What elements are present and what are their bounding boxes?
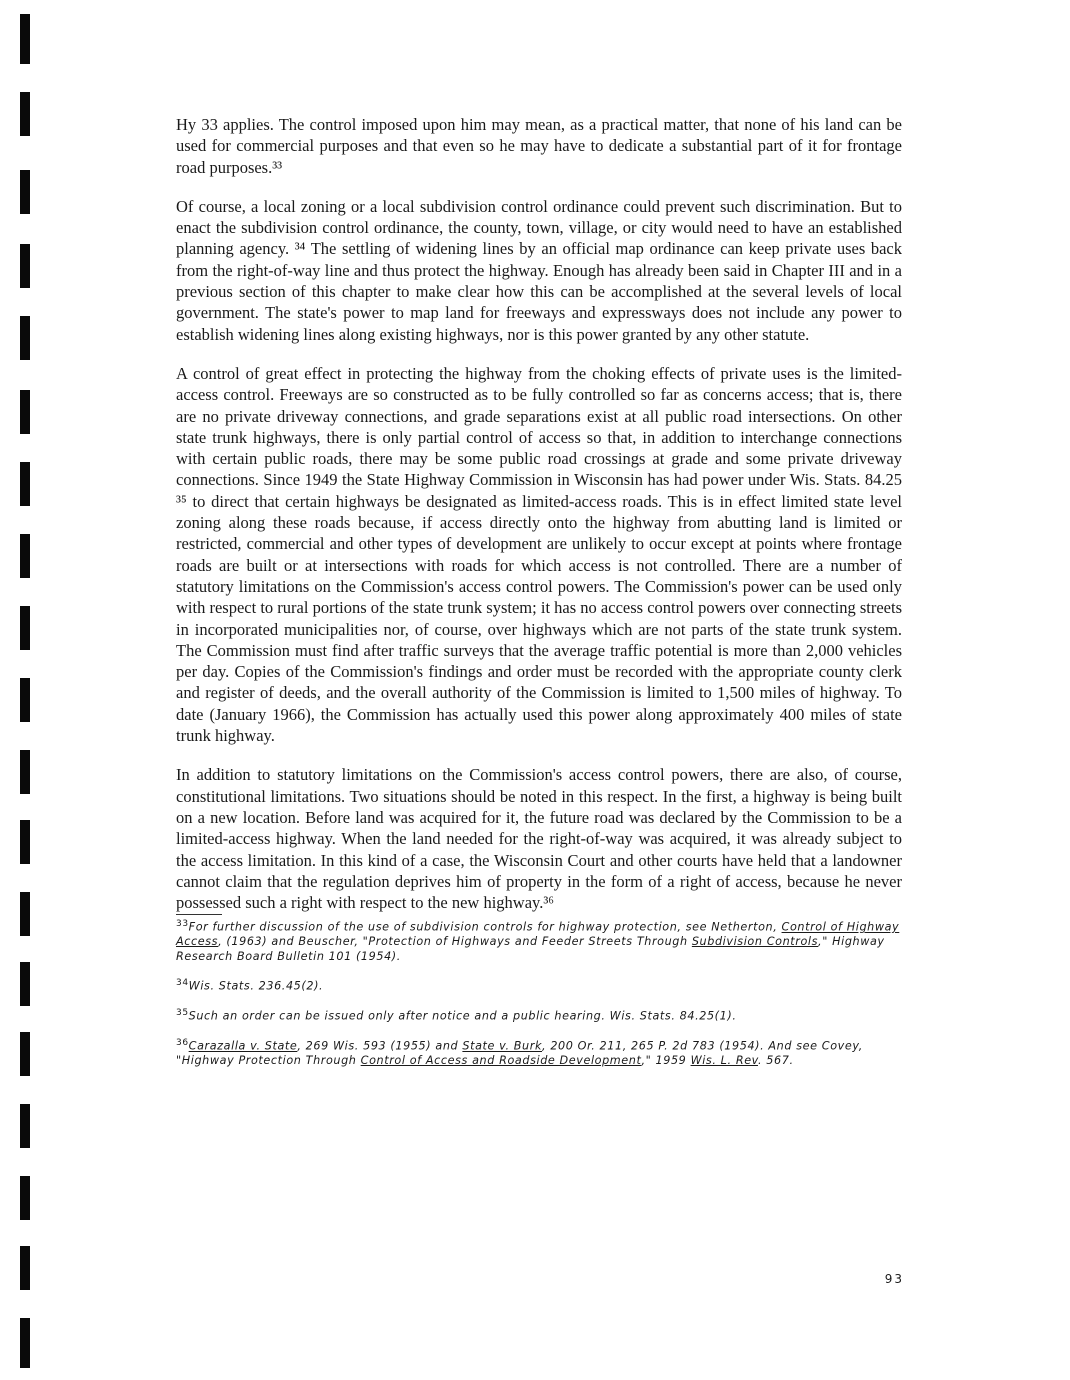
case-citation: State v. Burk — [462, 1039, 543, 1053]
footnote-number: 36 — [176, 1038, 189, 1049]
binding-mark — [20, 678, 30, 722]
citation-title: Subdivision Controls — [691, 935, 819, 949]
paragraph-2: Of course, a local zoning or a local subdivision control ordinance could prevent such discrimination. But to enact the subdivision control ordinance, the county, town, village, or city would need to have an established planning agency. ³⁴ The settling of widening lines by an official map ordinance can keep private uses back from the right-of-way line and thus protect the highway. Enough has already been said in Chapter III and in a previous section of this chapter to make clear how this can be accomplished at the several levels of local government. The state's power to map land for freeways and expressways does not include any power to establish widening lines along existing highways, nor is this power granted by any other statute. — [176, 196, 902, 344]
binding-mark — [20, 390, 30, 434]
footnote-number: 33 — [176, 919, 189, 930]
binding-mark — [20, 962, 30, 1006]
paragraph-4: In addition to statutory limitations on the Commission's access control powers, there are also, of course, constitutional limitations. Two situations should be noted in this respect. In the first, a highway is being built on a new location. Before land was acquired for it, the future road was declared by the Commission to be a limited-access highway. When the land needed for the right-of-way was acquired, it was already subject to the access limitation. In this kind of a case, the Wisconsin Court and other courts have held that a landowner cannot claim that the regulation deprives him of property in the form of a right of access, because he never possessed such a right with respect to the new highway.³⁶ — [176, 765, 902, 913]
binding-mark — [20, 14, 30, 64]
binding-mark — [20, 750, 30, 794]
binding-mark — [20, 462, 30, 506]
binding-mark — [20, 1032, 30, 1076]
binding-mark — [20, 820, 30, 864]
body-text — [176, 114, 902, 1080]
paragraph-1: Hy 33 applies. The control imposed upon him may mean, as a practical matter, that none of his land can be used for commercial purposes and that even so he may have to dedicate a substantial part of it for frontage road purposes.³³ — [176, 115, 902, 177]
binding-mark — [20, 170, 30, 214]
citation-title: Control of Highway Access — [176, 921, 900, 949]
paragraph-3: A control of great effect in protecting the highway from the choking effects of private uses is the limited-access control. Freeways are so constructed as to be fully controlled so far as concerns access; that is, there are no private driveway connections, and grade separations exist at all public road intersections. On other state trunk highways, there is only partial control of access so that, in addition to interchange connections with certain public roads, there may be some public road crossings at grade and some private driveway connections. Since 1949 the State Highway Commission in Wisconsin has had power under Wis. Stats. 84.25 ³⁵ to direct that certain highways be designated as limited-access roads. This is in effect limited state level zoning along these roads because, if access directly onto the highway from abutting land is limited or restricted, commercial and other types of development are unlikely to occur except at points where frontage roads are built or at intersections with roads for which access is not controlled. There are a number of statutory limitations on the Commission's access control powers. The Commission's power can be used only with respect to rural portions of the state trunk system; it has no access control powers over connecting streets in incorporated municipalities nor, of course, over highways which are not parts of the state trunk system. The Commission must find after traffic surveys that the average traffic potential is more than 2,000 vehicles per day. Copies of the Commission's findings and order must be recorded with the appropriate county clerk and register of deeds, and the overall authority of the Commission is limited to 1,500 miles of highway. To date (January 1966), the Commission has actually used this power along approximately 400 miles of state trunk highway. — [176, 363, 902, 746]
footnote-36: $^{36}$Carazalla v. State, 269 Wis. 593 (1955) and State v. Burk, 200 Or. 211, 265 P. 2d 783 (1954). And see Covey, "Highway Protection Through Control of Access and Roadside Development," 1959 Wis. L. Rev. 567. — [176, 1038, 863, 1068]
citation-title: Control of Access and Roadside Development — [360, 1054, 642, 1068]
binding-mark — [20, 316, 30, 360]
citation-title: Wis. L. Rev — [690, 1054, 758, 1068]
binding-mark — [20, 892, 30, 936]
footnote-33: $^{33}$For further discussion of the use of subdivision controls for highway protection, see Netherton, Control of Highway Access, (1963) and Beuscher, "Protection of Highways and Feeder Streets Through Subdivision Controls," Highway Research Board Bulletin 101 (1954). — [176, 919, 900, 963]
footnote-divider — [176, 914, 222, 915]
binding-mark — [20, 1318, 30, 1368]
case-citation: Carazalla v. State — [188, 1039, 298, 1053]
footnote-number: 35 — [176, 1008, 189, 1019]
page-number: 93 — [884, 1272, 904, 1286]
binding-mark — [20, 1176, 30, 1220]
binding-mark — [20, 606, 30, 650]
binding-mark — [20, 534, 30, 578]
footnote-35: $^{35}$Such an order can be issued only after notice and a public hearing. Wis. Stats. 84.25(1). — [176, 1008, 737, 1023]
binding-mark — [20, 1104, 30, 1148]
binding-mark — [20, 244, 30, 288]
footnote-34: $^{34}$Wis. Stats. 236.45(2). — [176, 978, 324, 993]
binding-mark — [20, 1246, 30, 1290]
binding-mark — [20, 92, 30, 136]
footnote-number: 34 — [176, 978, 189, 989]
